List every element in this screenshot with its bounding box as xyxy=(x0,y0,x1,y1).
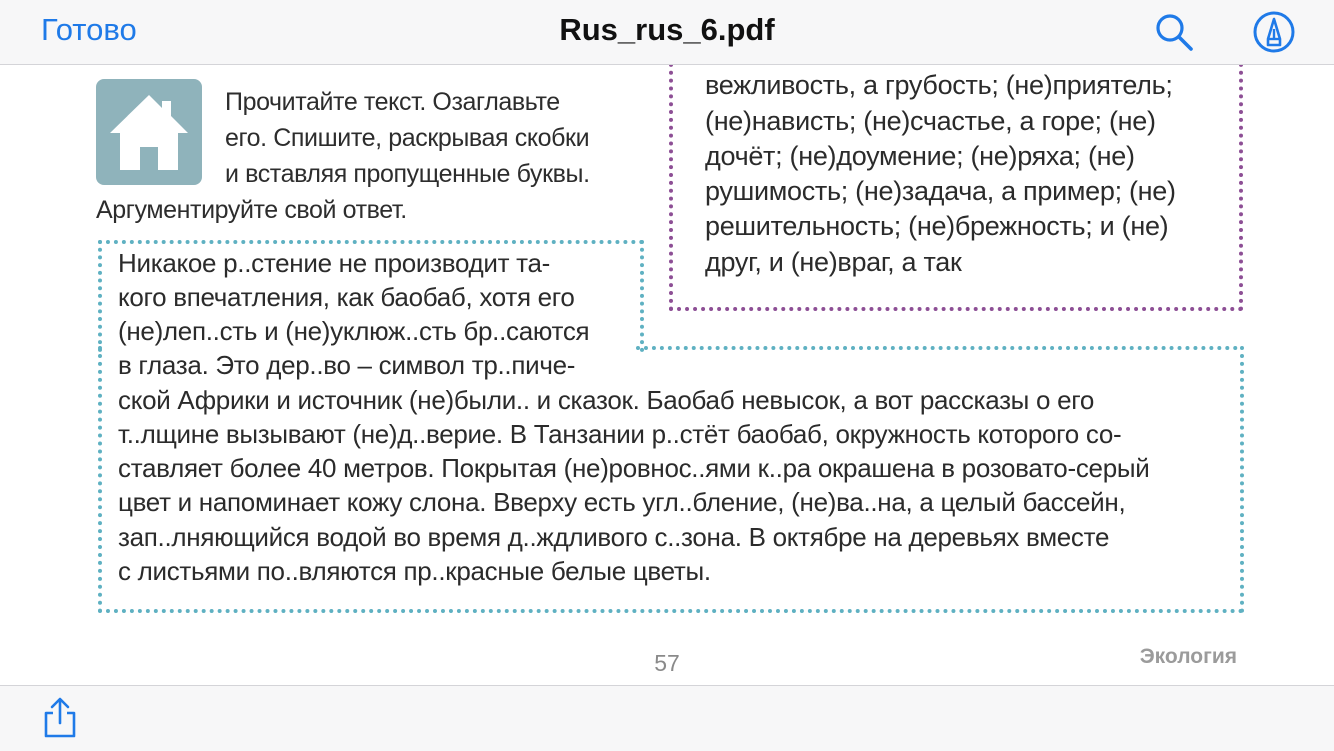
story-line: ской Африки и источник (не)были.. и сказок. Баобаб невысок, а вот рассказы о его xyxy=(118,385,1095,415)
story-border xyxy=(636,346,1238,350)
story-line: цвет и напоминает кожу слона. Вверху есть угл..бление, (не)ва..на, а целый бассейн, xyxy=(118,487,1126,517)
search-button[interactable] xyxy=(1152,10,1196,54)
share-button[interactable] xyxy=(40,696,80,740)
story-line: ставляет более 40 метров. Покрытая (не)ровнос..ями к..ра окрашена в розовато-серый xyxy=(118,453,1150,483)
task-instruction-line: его. Спишите, раскрывая скобки xyxy=(225,124,590,152)
page-number: 57 xyxy=(654,650,680,676)
markup-icon xyxy=(1251,9,1297,55)
document-title: Rus_rus_6.pdf xyxy=(559,12,775,47)
story-line: в глаза. Это дер..во – символ тр..пиче- xyxy=(118,350,576,380)
exercise-line: дочёт; (не)доумение; (не)ряха; (не) xyxy=(705,141,1135,171)
exercise-line: вежливость, а грубость; (не)приятель; xyxy=(705,70,1173,100)
exercise-line: рушимость; (не)задача, а пример; (не) xyxy=(705,176,1176,206)
task-instruction-line: Аргументируйте свой ответ. xyxy=(96,196,407,224)
top-navigation-bar xyxy=(0,0,1334,65)
exercise-line: друг, и (не)враг, а так xyxy=(705,247,962,277)
pdf-page xyxy=(0,65,1334,685)
story-line: т..лщине вызывают (не)д..верие. В Танзании р..стёт баобаб, окружность которого со- xyxy=(118,419,1122,449)
story-line: (не)леп..сть и (не)уклюж..сть бр..саются xyxy=(118,316,590,346)
bottom-toolbar xyxy=(0,685,1334,751)
markup-button[interactable] xyxy=(1251,9,1297,55)
task-instruction-line: Прочитайте текст. Озаглавьте xyxy=(225,88,560,116)
search-icon xyxy=(1152,10,1196,54)
exercise-line: (не)нависть; (не)счастье, а горе; (не) xyxy=(705,106,1156,136)
story-line: зап..лняющийся водой во время д..ждливого с..зона. В октябре на деревьях вместе xyxy=(118,522,1110,552)
house-icon xyxy=(96,79,202,185)
exercise-line: решительность; (не)брежность; и (не) xyxy=(705,211,1169,241)
story-line: с листьями по..вляются пр..красные белые цветы. xyxy=(118,556,711,586)
section-label: Экология xyxy=(1139,645,1237,668)
task-instruction-line: и вставляя пропущенные буквы. xyxy=(225,160,590,188)
done-button[interactable]: Готово xyxy=(41,12,137,47)
share-icon xyxy=(40,696,80,740)
story-line: Никакое р..стение не производит та- xyxy=(118,248,551,278)
story-line: кого впечатления, как баобаб, хотя его xyxy=(118,282,575,312)
